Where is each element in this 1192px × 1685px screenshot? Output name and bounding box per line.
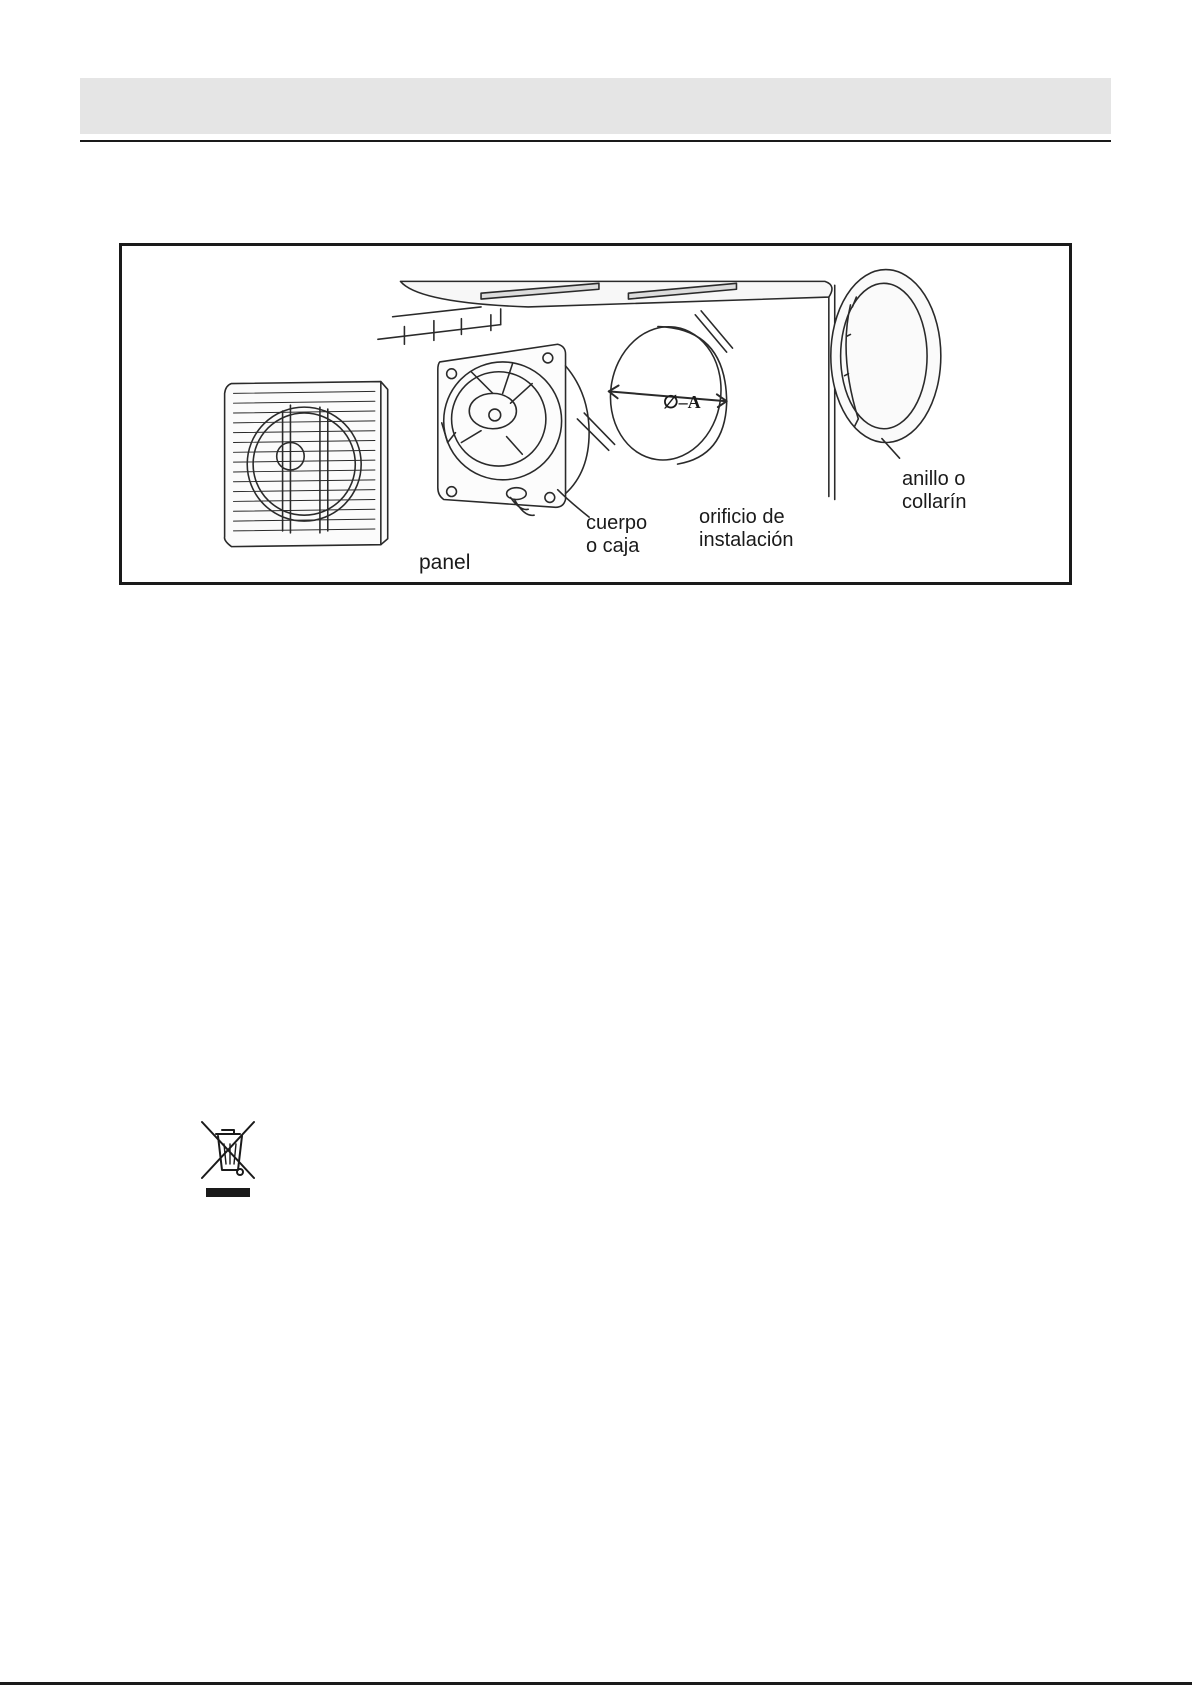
ring-drawing — [831, 270, 941, 459]
panel-drawing — [225, 382, 388, 547]
label-body-or-housing: cuerpo o caja — [586, 512, 648, 557]
crossed-out-wheelie-bin-icon — [200, 1120, 258, 1198]
label-ring-or-collar: anillo o collarín — [902, 468, 967, 513]
header-band — [80, 78, 1111, 134]
label-panel: panel — [419, 551, 471, 574]
header-rule — [80, 140, 1111, 142]
label-installation-hole: orificio de instalación — [699, 506, 794, 551]
fan-body-drawing — [438, 344, 589, 517]
installation-hole-drawing — [577, 311, 732, 467]
label-diameter: ∅–A — [663, 392, 701, 412]
installation-diagram — [119, 243, 1072, 585]
